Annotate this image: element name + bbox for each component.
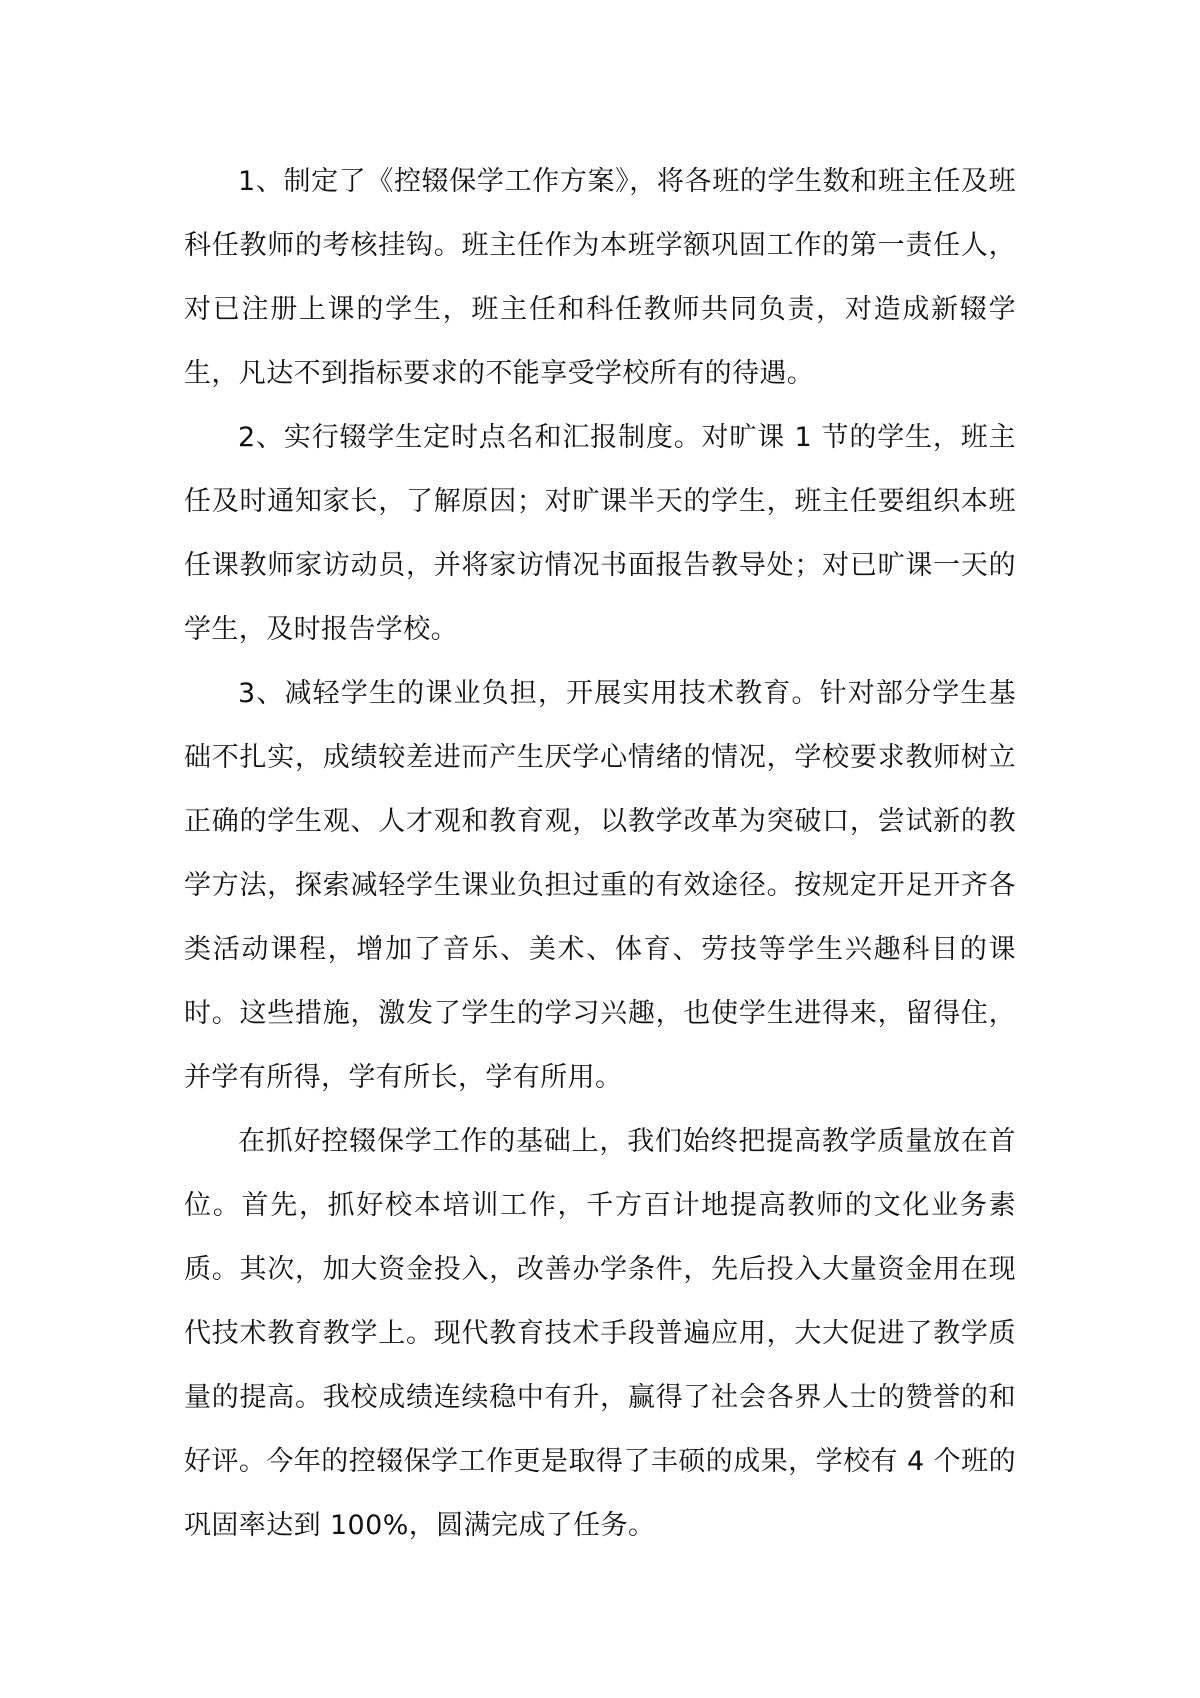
document-body <box>184 150 1016 1558</box>
paragraph-1: 1、制定了《控辍保学工作方案》，将各班的学生数和班主任及班科任教师的考核挂钩。班主任作为本班学额巩固工作的第一责任人，对已注册上课的学生，班主任和科任教师共同负责，对造成新辍学生，凡达不到指标要求的不能享受学校所有的待遇。 <box>184 166 1016 389</box>
paragraph-3: 3、减轻学生的课业负担，开展实用技术教育。针对部分学生基础不扎实，成绩较差进而产生厌学心情绪的情况，学校要求教师树立正确的学生观、人才观和教育观，以教学改革为突破口，尝试新的教学方法，探索减轻学生课业负担过重的有效途径。按规定开足开齐各类活动课程，增加了音乐、美术、体育、劳技等学生兴趣科目的课时。这些措施，激发了学生的学习兴趣，也使学生进得来，留得住，并学有所得，学有所长，学有所用。 <box>184 678 1016 1093</box>
paragraph-4: 在抓好控辍保学工作的基础上，我们始终把提高教学质量放在首位。首先，抓好校本培训工作，千方百计地提高教师的文化业务素质。其次，加大资金投入，改善办学条件，先后投入大量资金用在现代技术教育教学上。现代教育技术手段普遍应用，大大促进了教学质量的提高。我校成绩连续稳中有升，赢得了社会各界人士的赞誉的和好评。今年的控辍保学工作更是取得了丰硕的成果，学校有 4 个班的巩固率达到 100%，圆满完成了任务。 <box>184 1126 1016 1541</box>
paragraph-2: 2、实行辍学生定时点名和汇报制度。对旷课 1 节的学生，班主任及时通知家长，了解原因；对旷课半天的学生，班主任要组织本班任课教师家访动员，并将家访情况书面报告教导处；对已旷课一天的学生，及时报告学校。 <box>184 422 1016 645</box>
